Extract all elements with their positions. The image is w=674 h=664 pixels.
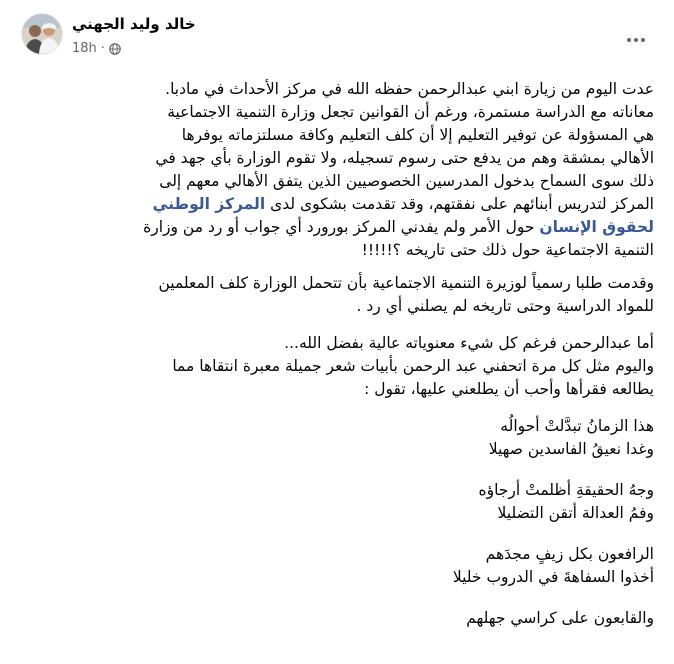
- paragraph-1-text-a: عدت اليوم من زيارة ابني عبدالرحمن حفظه الله في مركز الأحداث في مادبا. معاناته مع الدراسة مستمرة، ورغم أن القوانين تجعل وزارة التنمية الاجتماعية هي المسؤولة عن توفير التعليم إلا أن كلف التعليم وكافة مسلتزماته يوفرها الأهالي بمشقة وهم من يدفع حتى رسوم تسجيله، ولا تقوم الوزارة بأي جهد في ذلك سوى السماح بدخول المدرسين الخصوصيين الذين يتفق الأهالي معهم إلى المركز لتدريس أبنائهم على نفقتهم، وقد تقدمت بشكوى لدى: [155, 80, 654, 213]
- author-info: [72, 14, 196, 34]
- more-options-icon[interactable]: [618, 22, 654, 58]
- poem-stanza: والقابعون على كراسي جهلهم: [466, 609, 654, 627]
- paragraph-3: أما عبدالرحمن فرغم كل شيء معنوياته عالية بفضل الله... واليوم مثل كل مرة اتحفني عبد الرحمن بأبيات شعر جميلة معبرة انتقاها مما يطالعه فقرأها وأحب أن يطلعني عليها، تقول :: [172, 334, 654, 398]
- paragraph-1: [20, 78, 654, 262]
- poem-stanza: الرافعون بكل زيفٍ مجدَهم أخذوا السفاهةَ في الدروب خليلا: [452, 545, 654, 586]
- poem-stanza: هذا الزمانُ تبدَّلتْ أحوالُه وغدا نعيقُ الفاسدين صهيلا: [488, 417, 654, 458]
- author-avatar[interactable]: [22, 14, 62, 54]
- post-body: [20, 78, 654, 648]
- globe-icon[interactable]: [109, 43, 121, 55]
- post-timestamp[interactable]: 18h: [72, 41, 97, 56]
- human-rights-link[interactable]: لحقوق الإنسان: [539, 218, 654, 236]
- meta-separator: ·: [100, 41, 105, 56]
- avatar-image: [22, 14, 62, 54]
- poem: [20, 415, 654, 630]
- paragraph-2: وقدمت طلبا رسمياً لوزيرة التنمية الاجتماعية بأن تتحمل الوزارة كلف المعلمين للمواد الدراسية وحتى تاريخه لم يصلني أي رد .: [158, 274, 654, 315]
- national-center-link[interactable]: المركز الوطني: [152, 195, 266, 213]
- poem-stanza: وجهُ الحقيقةِ أظلمتْ أرجاؤه وفمُ العدالة أتقن التضليلا: [478, 481, 654, 522]
- post-meta: [72, 41, 121, 56]
- paragraph-1-text-b: حول الأمر ولم يفدني المركز بورورد أي جواب أو رد من وزارة التنمية الاجتماعية حول ذلك حتى تاريخه ؟!!!!!: [143, 218, 654, 259]
- post-header: [16, 8, 658, 64]
- author-name[interactable]: خالد وليد الجهني: [72, 15, 196, 33]
